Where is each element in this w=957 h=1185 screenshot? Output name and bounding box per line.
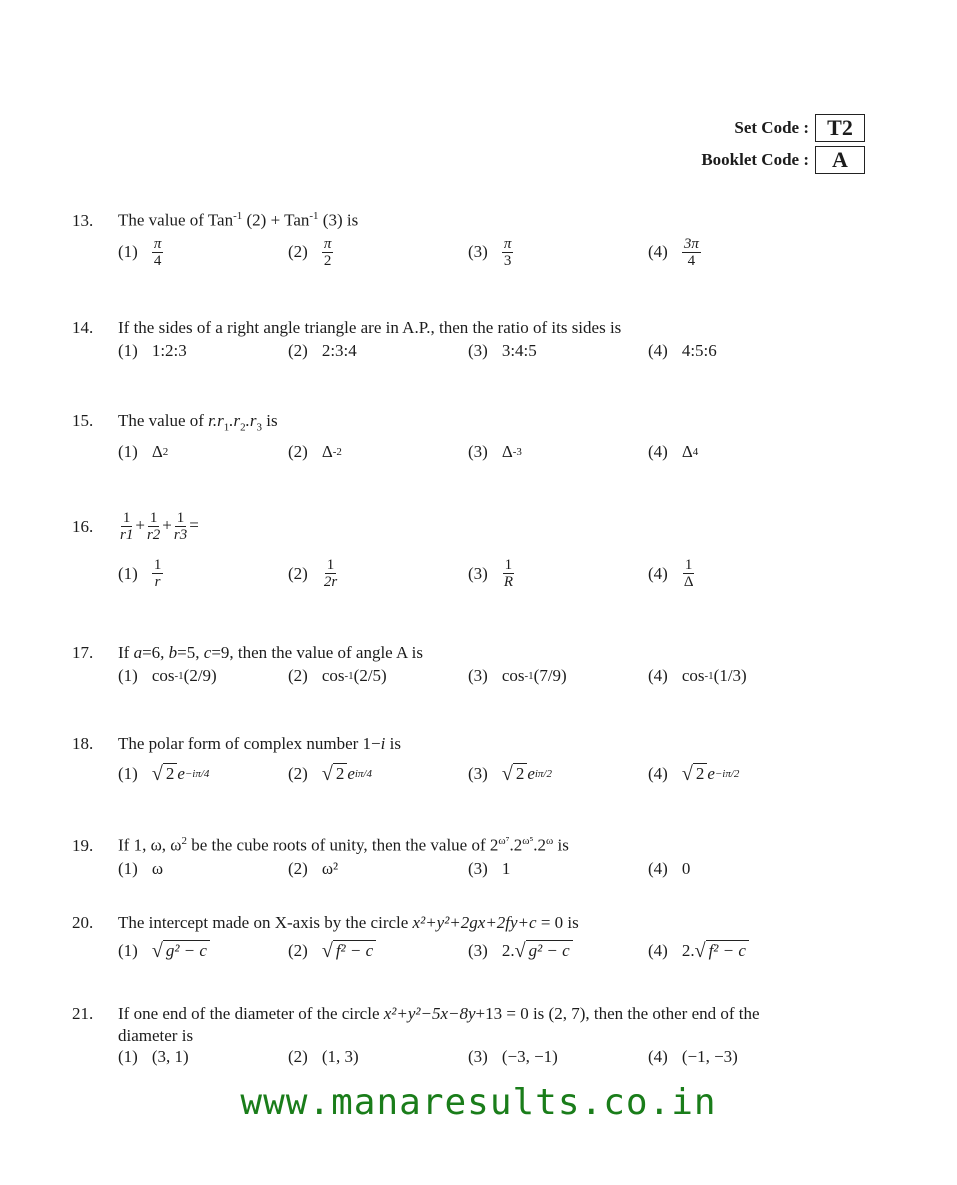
- option-4: (4) $\frac{3\pi}{4}$: [648, 235, 699, 269]
- question-text: The intercept made on X-axis by the circle x²+y²+2gx+2fy+c = 0 is: [118, 913, 579, 932]
- question-text: If a=6, b=5, c=9, then the value of angle A is: [118, 643, 423, 662]
- set-code-box: T2: [815, 114, 865, 142]
- option-2: (2) (1, 3): [288, 1047, 359, 1066]
- options: [118, 1047, 892, 1075]
- option-1: (1) Δ 2: [118, 442, 169, 462]
- option-1: (1) $\frac{1}{r}$: [118, 557, 162, 590]
- option-2: (2) Δ -2: [288, 442, 342, 462]
- options: [118, 859, 892, 897]
- question-text: The polar form of complex number 1−i is: [118, 734, 401, 753]
- option-4: (4) (−1, −3): [648, 1047, 738, 1066]
- option-2: (2) √ 2 e iπ/4: [288, 763, 372, 785]
- option-2: (2) √ f² − c: [288, 940, 376, 961]
- question-13: [72, 205, 892, 280]
- booklet-code-box: A: [815, 146, 865, 174]
- question-number: 18.: [72, 734, 94, 753]
- options: [118, 341, 892, 379]
- option-1: (1) (3, 1): [118, 1047, 189, 1066]
- option-2: (2) 2:3:4: [288, 341, 357, 360]
- question-18: [72, 733, 892, 801]
- question-19: [72, 830, 892, 897]
- question-number: 15.: [72, 411, 94, 430]
- option-1: (1) ω: [118, 858, 164, 878]
- option-3: (3) 2. √ g² − c: [468, 940, 573, 961]
- option-3: (3) (−3, −1): [468, 1047, 558, 1066]
- question-text: If the sides of a right angle triangle are in A.P., then the ratio of its sides is: [118, 318, 622, 337]
- option-4: (4) cos -1 (1/3): [648, 666, 747, 685]
- set-code-row: [701, 112, 865, 144]
- question-number: 17.: [72, 643, 94, 662]
- option-3: (3) $\frac{1}{R}$: [468, 557, 513, 590]
- option-1: (1) √ g² − c: [118, 940, 210, 961]
- option-2: (2) ω²: [288, 858, 339, 878]
- question-number: 13.: [72, 210, 94, 230]
- question-text: The value of Tan$^{-1}$ (2) + Tan$^{-1}$ (3) is: [118, 210, 359, 230]
- question-number: 20.: [72, 913, 94, 932]
- option-4: (4) Δ 4: [648, 442, 699, 462]
- option-3: (3) √ 2 e iπ/2: [468, 763, 552, 785]
- option-4: (4) 4:5:6: [648, 341, 717, 360]
- option-2: (2) $\frac{\pi}{2}$: [288, 235, 332, 269]
- set-code-label: Set Code :: [734, 118, 809, 137]
- watermark-url: www.manaresults.co.in: [240, 1082, 717, 1123]
- options: [118, 442, 892, 480]
- booklet-code-label: Booklet Code :: [701, 150, 809, 169]
- booklet-code-row: [701, 144, 865, 176]
- question-text: If one end of the diameter of the circle x²+y²−5x−8y+13 = 0 is (2, 7), then the other end of the diameter is: [118, 1004, 760, 1045]
- question-16: [72, 510, 892, 601]
- options: [118, 666, 892, 704]
- question-17: [72, 642, 892, 704]
- question-number: 16.: [72, 516, 94, 536]
- question-14: [72, 317, 892, 379]
- question-20: [72, 912, 892, 978]
- option-4: (4) √ 2 e −iπ/2: [648, 763, 740, 785]
- question-number: 19.: [72, 835, 94, 855]
- option-1: (1) 1:2:3: [118, 341, 187, 360]
- code-panel: [701, 112, 865, 176]
- options: [118, 236, 892, 280]
- option-4: (4) $\frac{1}{\Delta}$: [648, 557, 694, 590]
- question-expression: $\frac{1}{r1}$ + $\frac{1}{r2}$ + $\frac{1}{r3}$ =: [120, 510, 199, 543]
- question-text: If 1, ω, $\omega^2$ be the cube roots of unity, then the value of $2^{\omega^7}.2^{\omega^5}.2^\omega$ is: [118, 835, 569, 855]
- option-1: (1) cos -1 (2/9): [118, 666, 217, 685]
- question-number: 21.: [72, 1004, 94, 1023]
- option-3: (3) 1: [468, 858, 511, 878]
- option-2: (2) cos -1 (2/5): [288, 666, 387, 685]
- question-21: [72, 1003, 892, 1075]
- option-3: (3) 3:4:5: [468, 341, 537, 360]
- question-number: 14.: [72, 318, 94, 337]
- option-3: (3) cos -1 (7/9): [468, 666, 567, 685]
- option-4: (4) 2. √ f² − c: [648, 940, 749, 961]
- options: [118, 557, 892, 601]
- question-text: The value of $r.r_1.r_2.r_3$ is: [118, 411, 278, 434]
- option-3: (3) $\frac{\pi}{3}$: [468, 235, 512, 269]
- option-2: (2) $\frac{1}{2r}$: [288, 557, 338, 590]
- question-15: [72, 410, 892, 480]
- option-1: (1) $\frac{\pi}{4}$: [118, 235, 162, 269]
- option-4: (4) 0: [648, 858, 691, 878]
- option-1: (1) √ 2 e −iπ/4: [118, 763, 210, 785]
- option-3: (3) Δ -3: [468, 442, 522, 462]
- options: [118, 940, 892, 978]
- options: [118, 763, 892, 801]
